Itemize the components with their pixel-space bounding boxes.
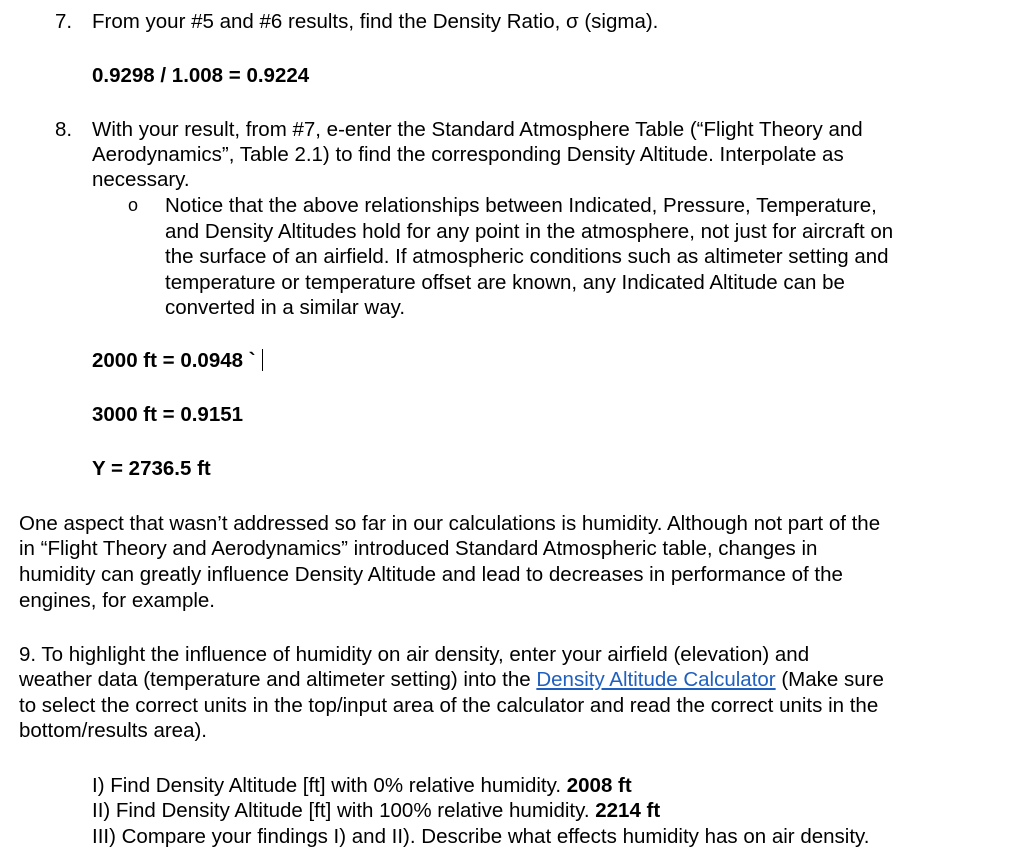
q9-item (92, 798, 660, 823)
q9-line: 9. To highlight the influence of humidity on air density, enter your airfield (elevation) and (19, 643, 810, 666)
q8-line: Aerodynamics”, Table 2.1) to find the corresponding Density Altitude. Interpolate as (92, 143, 844, 166)
humidity-paragraph-line: humidity can greatly influence Density Altitude and lead to decreases in performance of the (19, 563, 843, 586)
q8-note-line: temperature or temperature offset are known, any Indicated Altitude can be (165, 271, 845, 294)
q9-line (19, 667, 884, 692)
q8-line: necessary. (92, 168, 190, 191)
bullet-icon: o (128, 195, 139, 215)
q8-answer-2000 (92, 348, 263, 373)
q8-note-line: Notice that the above relationships between Indicated, Pressure, Temperature, (165, 194, 877, 217)
q7-text: From your #5 and #6 results, find the Density Ratio, σ (sigma). (92, 10, 659, 33)
density-altitude-calculator-link[interactable]: Density Altitude Calculator (536, 668, 776, 691)
q8-note-line: and Density Altitudes hold for any point in the atmosphere, not just for aircraft on (165, 220, 894, 243)
q9-item-answer: 2008 ft (566, 774, 632, 797)
q9-line: bottom/results area). (19, 719, 207, 742)
q9-item (92, 773, 632, 798)
q8-note-line: converted in a similar way. (165, 296, 406, 319)
q8-answer-text: 2000 ft = 0.0948 ` (92, 349, 256, 372)
q9-text: (Make sure (775, 668, 884, 691)
q8-number: 8. (55, 118, 73, 141)
q9-item-text: III) Compare your findings I) and II). Describe what effects humidity has on air density. (92, 825, 870, 848)
q9-item-text: II) Find Density Altitude [ft] with 100% relative humidity. (92, 799, 596, 822)
humidity-paragraph-line: engines, for example. (19, 589, 216, 612)
text-cursor-icon (262, 349, 264, 371)
humidity-paragraph-line: in “Flight Theory and Aerodynamics” introduced Standard Atmospheric table, changes in (19, 537, 818, 560)
q8-note-line: the surface of an airfield. If atmospheric conditions such as altimeter setting and (165, 245, 889, 268)
q9-item-answer: 2214 ft (595, 799, 661, 822)
q8-answer-result: Y = 2736.5 ft (92, 457, 211, 480)
q9-line: to select the correct units in the top/input area of the calculator and read the correct units in the (19, 694, 879, 717)
humidity-paragraph-line: One aspect that wasn’t addressed so far in our calculations is humidity. Although not part of the (19, 512, 881, 535)
q9-text: weather data (temperature and altimeter setting) into the (19, 668, 537, 691)
q9-item-text: I) Find Density Altitude [ft] with 0% relative humidity. (92, 774, 567, 797)
q8-line: With your result, from #7, e-enter the Standard Atmosphere Table (“Flight Theory and (92, 118, 863, 141)
q8-answer-3000: 3000 ft = 0.9151 (92, 403, 244, 426)
q7-number: 7. (55, 10, 73, 33)
q7-answer: 0.9298 / 1.008 = 0.9224 (92, 64, 310, 87)
q9-item (92, 824, 869, 849)
